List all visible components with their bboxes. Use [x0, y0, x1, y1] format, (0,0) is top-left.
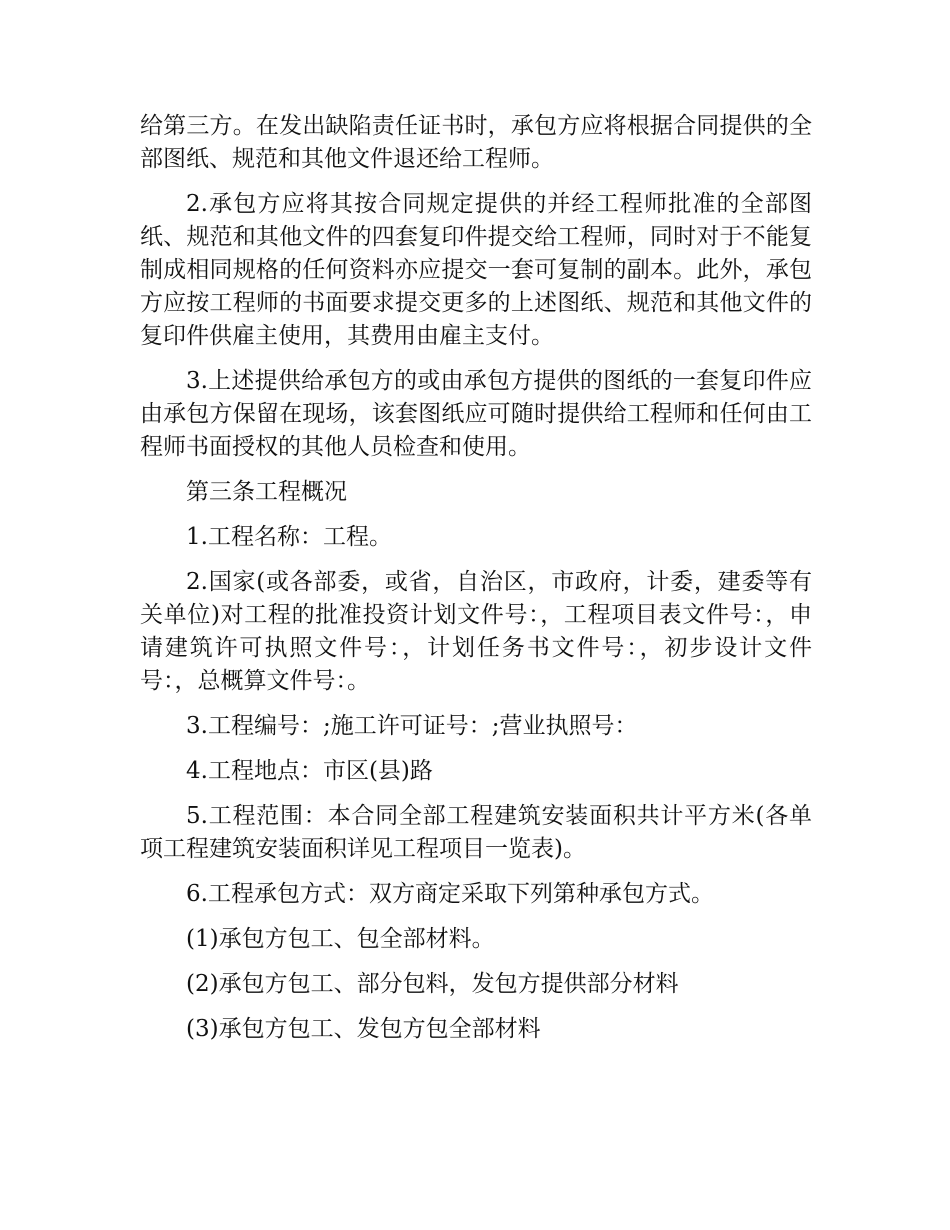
paragraph-project-scope: 5.工程范围：本合同全部工程建筑安装面积共计平方米(各单项工程建筑安装面积详见工程项目一览表)。	[140, 803, 812, 862]
paragraph-contract-method: 6.工程承包方式：双方商定采取下列第种承包方式。	[186, 881, 714, 907]
paragraph-item-2-copies: 2.承包方应将其按合同规定提供的并经工程师批准的全部图纸、规范和其他文件的四套复印件提交给工程师，同时对于不能复制成相同规格的任何资料亦应提交一套可复制的副本。此外，承包方应按工程师的书面要求提交更多的上述图纸、规范和其他文件的复印件供雇主使用，其费用由雇主支付。	[140, 191, 812, 349]
paragraph-option-3: (3)承包方包工、发包方包全部材料	[186, 1016, 541, 1042]
paragraph-continuation: 给第三方。在发出缺陷责任证书时，承包方应将根据合同提供的全部图纸、规范和其他文件退还给工程师。	[140, 113, 812, 172]
paragraph-option-1: (1)承包方包工、包全部材料。	[186, 926, 495, 952]
document-body	[140, 110, 812, 1058]
paragraph-project-name: 1.工程名称：工程。	[186, 524, 392, 550]
section-heading-article-3: 第三条工程概况	[186, 479, 347, 505]
paragraph-approval-documents: 2.国家(或各部委，或省，自治区，市政府，计委，建委等有关单位)对工程的批准投资计划文件号：，工程项目表文件号：，申请建筑许可执照文件号：，计划任务书文件号：，初步设计文件号：，总概算文件号：。	[140, 569, 812, 694]
paragraph-project-location: 4.工程地点：市区(县)路	[186, 758, 433, 784]
paragraph-item-3-site-copy: 3.上述提供给承包方的或由承包方提供的图纸的一套复印件应由承包方保留在现场，该套图纸应可随时提供给工程师和任何由工程师书面授权的其他人员检查和使用。	[140, 368, 812, 460]
paragraph-option-2: (2)承包方包工、部分包料，发包方提供部分材料	[186, 971, 679, 997]
paragraph-project-number: 3.工程编号：;施工许可证号：;营业执照号：	[186, 713, 638, 739]
